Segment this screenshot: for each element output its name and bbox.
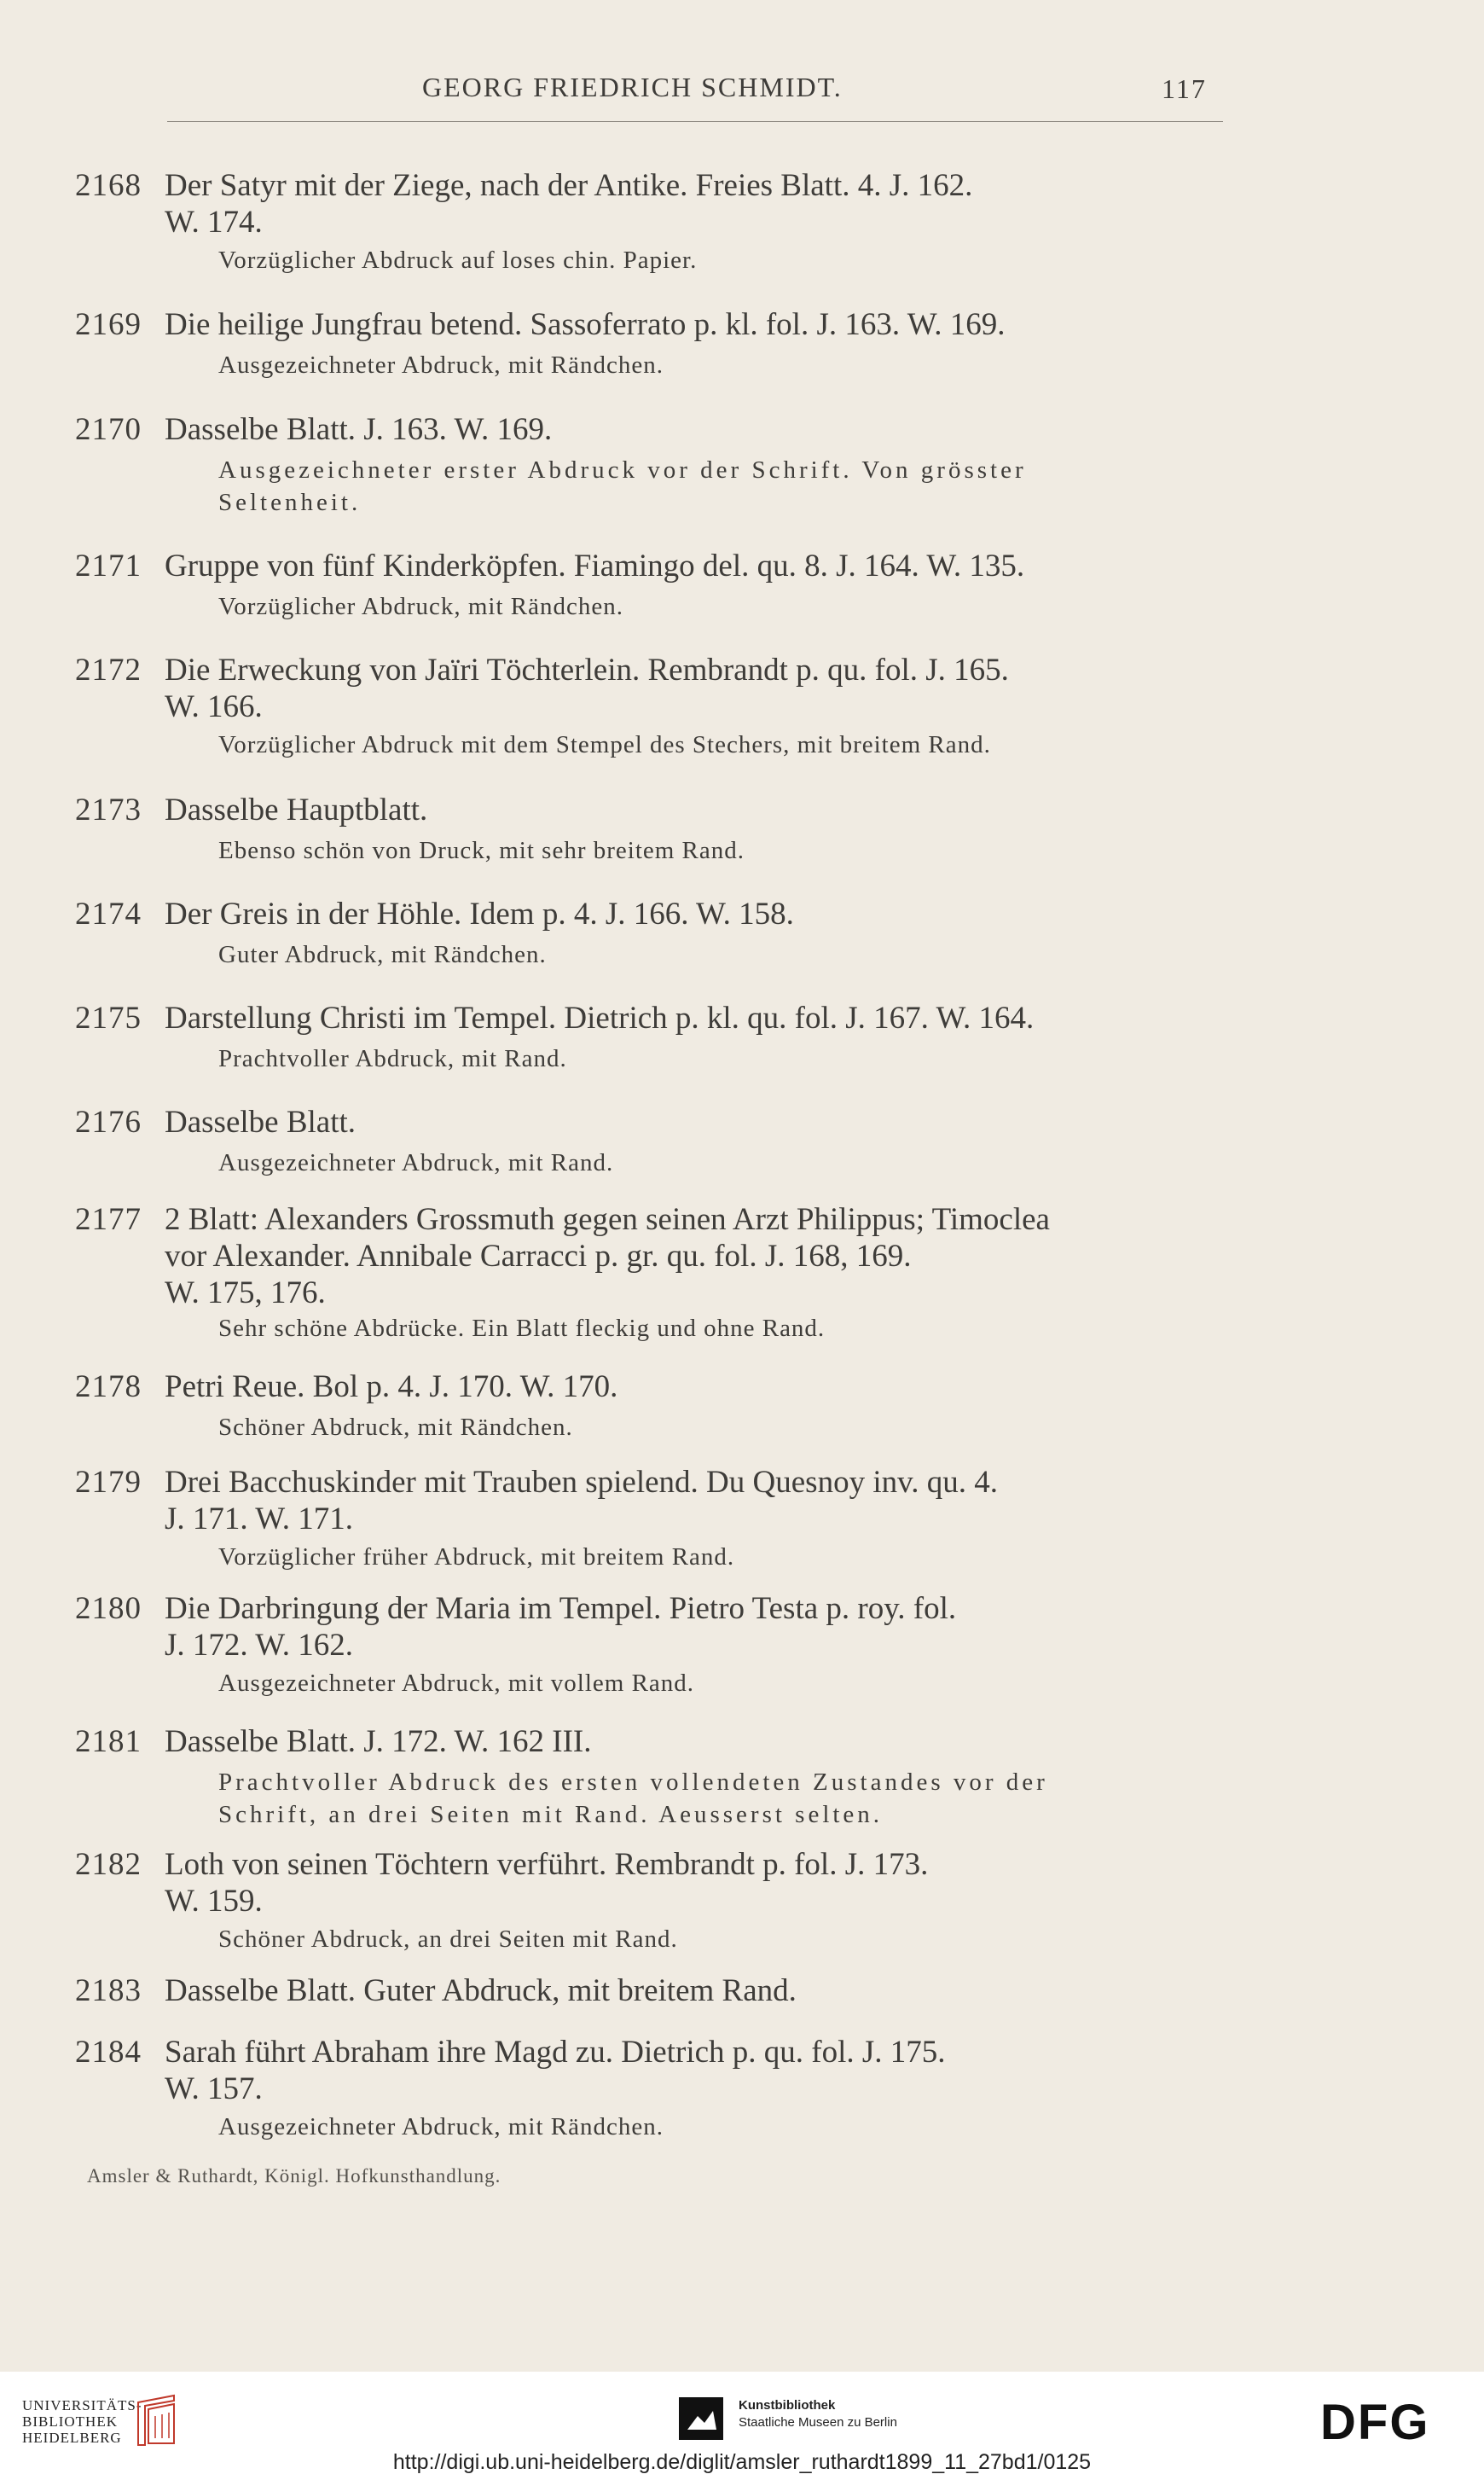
- entry-number: 2182: [75, 1847, 142, 1882]
- entry-number: 2168: [75, 168, 142, 203]
- entry-note-line: Seltenheit.: [218, 489, 362, 516]
- entry-number: 2181: [75, 1724, 142, 1759]
- entry-note: Vorzüglicher Abdruck mit dem Stempel des Stechers, mit breitem Rand.: [218, 731, 991, 758]
- uni-label-line: HEIDELBERG: [22, 2430, 122, 2446]
- entry-title: Der Greis in der Höhle. Idem p. 4. J. 166. W. 158.: [165, 897, 794, 932]
- entry-title-line: Darstellung Christi im Tempel. Dietrich p. kl. qu. fol. J. 167. W. 164.: [165, 1001, 1035, 1036]
- entry-title: [165, 1201, 1226, 1311]
- entry-title: Dasselbe Blatt.: [165, 1105, 357, 1140]
- kunstbibliothek-logo-icon: [679, 2397, 723, 2440]
- entry-title-line: W. 166.: [165, 689, 263, 724]
- entry-title-line: Loth von seinen Töchtern verführt. Rembrandt p. fol. J. 173.: [165, 1847, 929, 1882]
- entry-title: [165, 1464, 1226, 1537]
- entry-note: Prachtvoller Abdruck, mit Rand.: [218, 1045, 567, 1072]
- entry-note-line: Prachtvoller Abdruck des ersten vollendeten Zustandes vor der: [218, 1769, 1048, 1796]
- entry-title-line: Sarah führt Abraham ihre Magd zu. Dietrich p. qu. fol. J. 175.: [165, 2035, 946, 2070]
- entry-title: Dasselbe Blatt. J. 163. W. 169.: [165, 412, 553, 447]
- page-number: 117: [1162, 73, 1207, 104]
- entry-number: 2174: [75, 897, 142, 932]
- entry-title-line: Die heilige Jungfrau betend. Sassoferrato p. kl. fol. J. 163. W. 169.: [165, 307, 1006, 342]
- entry-number: 2179: [75, 1465, 142, 1500]
- entry-number: 2177: [75, 1202, 142, 1237]
- entry-title-line: Drei Bacchuskinder mit Trauben spielend. Du Quesnoy inv. qu. 4.: [165, 1465, 998, 1500]
- entry-note: Ebenso schön von Druck, mit sehr breitem Rand.: [218, 837, 745, 864]
- entry-note: Ausgezeichneter Abdruck, mit vollem Rand.: [218, 1670, 695, 1697]
- entry-note: Vorzüglicher früher Abdruck, mit breitem Rand.: [218, 1543, 735, 1571]
- entry-note: Schöner Abdruck, mit Rändchen.: [218, 1414, 573, 1441]
- university-logo-icon: [135, 2390, 177, 2450]
- entry-note: Ausgezeichneter Abdruck, mit Rand.: [218, 1149, 614, 1176]
- digitization-footer: [0, 2372, 1484, 2480]
- university-library-label: [22, 2397, 142, 2446]
- entry-title: [165, 548, 1226, 584]
- entry-title-line: W. 157.: [165, 2071, 263, 2106]
- entry-note: Ausgezeichneter Abdruck, mit Rändchen.: [218, 351, 664, 379]
- entry-number: 2173: [75, 793, 142, 828]
- running-title: GEORG FRIEDRICH SCHMIDT.: [422, 72, 843, 102]
- dfg-logo: DFG: [1320, 2395, 1430, 2450]
- entry-title-line: vor Alexander. Annibale Carracci p. gr. qu. fol. J. 168, 169.: [165, 1239, 912, 1274]
- entry-note: Schöner Abdruck, an drei Seiten mit Rand.: [218, 1925, 678, 1953]
- running-head: [0, 72, 1484, 114]
- publisher-imprint: Amsler & Ruthardt, Königl. Hofkunsthandlung.: [87, 2165, 501, 2187]
- entry-title: [165, 306, 1226, 343]
- entry-title-line: Der Satyr mit der Ziege, nach der Antike. Freies Blatt. 4. J. 162.: [165, 168, 973, 203]
- entry-title-line: W. 174.: [165, 205, 263, 240]
- kunstbibliothek-label: [739, 2397, 897, 2431]
- entry-title-line: Gruppe von fünf Kinderköpfen. Fiamingo del. qu. 8. J. 164. W. 135.: [165, 549, 1025, 584]
- entry-note: Vorzüglicher Abdruck auf loses chin. Papier.: [218, 247, 698, 274]
- entry-note: Sehr schöne Abdrücke. Ein Blatt fleckig und ohne Rand.: [218, 1315, 826, 1342]
- entry-title: [165, 167, 1226, 241]
- entry-title: Dasselbe Hauptblatt.: [165, 793, 428, 828]
- entry-number: 2170: [75, 412, 142, 447]
- entry-title-line: W. 175, 176.: [165, 1275, 326, 1310]
- entry-title-line: J. 171. W. 171.: [165, 1501, 354, 1536]
- kb-name: Kunstbibliothek: [739, 2398, 836, 2413]
- entry-number: 2172: [75, 653, 142, 688]
- entry-title: Dasselbe Blatt. Guter Abdruck, mit breitem Rand.: [165, 1973, 797, 2008]
- entry-number: 2178: [75, 1369, 142, 1404]
- kb-subtitle: Staatliche Museen zu Berlin: [739, 2415, 897, 2430]
- entry-title-line: W. 159.: [165, 1884, 263, 1919]
- entry-number: 2175: [75, 1001, 142, 1036]
- entry-number: 2184: [75, 2035, 142, 2070]
- entry-note: [218, 454, 1225, 519]
- entry-note-line: Ausgezeichneter erster Abdruck vor der Schrift. Von grösster: [218, 456, 1027, 484]
- entry-number: 2183: [75, 1973, 142, 2008]
- entry-note-line: Schrift, an drei Seiten mit Rand. Aeusserst selten.: [218, 1801, 884, 1828]
- entry-title: [165, 652, 1226, 725]
- header-rule: [167, 121, 1223, 122]
- entry-title-line: 2 Blatt: Alexanders Grossmuth gegen seinen Arzt Philippus; Timoclea: [165, 1202, 1050, 1237]
- entry-note: Guter Abdruck, mit Rändchen.: [218, 941, 547, 968]
- entry-title: [165, 2034, 1226, 2107]
- entry-note: Ausgezeichneter Abdruck, mit Rändchen.: [218, 2113, 664, 2140]
- entry-title-line: Die Erweckung von Jaïri Töchterlein. Rembrandt p. qu. fol. J. 165.: [165, 653, 1009, 688]
- entry-title-line: J. 172. W. 162.: [165, 1628, 354, 1663]
- entry-title: Dasselbe Blatt. J. 172. W. 162 III.: [165, 1724, 592, 1759]
- uni-label-line: UNIVERSITÄTS-: [22, 2397, 142, 2413]
- entry-title: [165, 1000, 1226, 1037]
- entry-number: 2171: [75, 549, 142, 584]
- entry-title: [165, 1590, 1226, 1664]
- entry-title: Petri Reue. Bol p. 4. J. 170. W. 170.: [165, 1369, 618, 1404]
- entry-title-line: Die Darbringung der Maria im Tempel. Pietro Testa p. roy. fol.: [165, 1591, 957, 1626]
- entry-title: [165, 1846, 1226, 1920]
- entry-note: [218, 1766, 1225, 1831]
- uni-label-line: BIBLIOTHEK: [22, 2413, 118, 2430]
- entry-number: 2176: [75, 1105, 142, 1140]
- entry-number: 2169: [75, 307, 142, 342]
- entry-number: 2180: [75, 1591, 142, 1626]
- source-url[interactable]: http://digi.ub.uni-heidelberg.de/diglit/amsler_ruthardt1899_11_27bd1/0125: [392, 2450, 1092, 2474]
- entry-note: Vorzüglicher Abdruck, mit Rändchen.: [218, 593, 623, 620]
